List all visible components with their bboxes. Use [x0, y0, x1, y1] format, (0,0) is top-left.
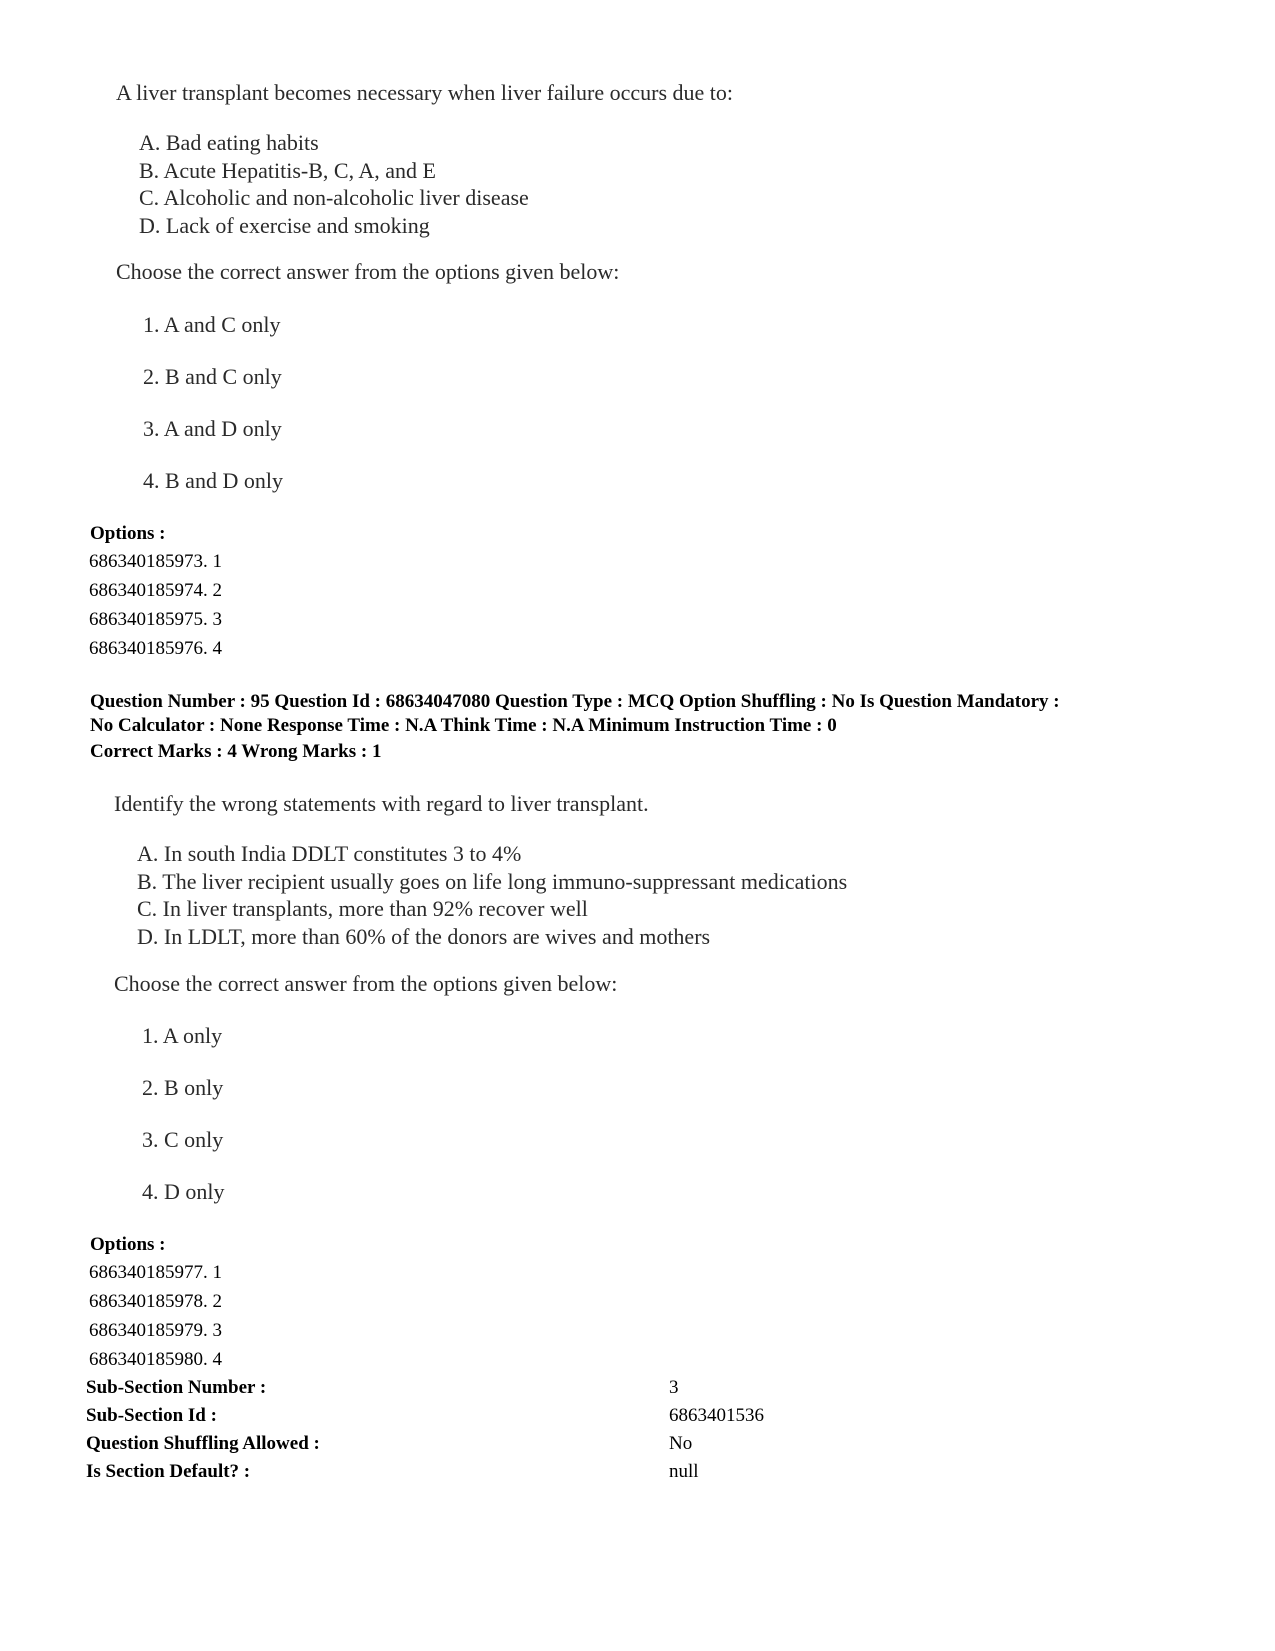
- section-default-label: Is Section Default? :: [86, 1461, 251, 1482]
- q95-choice-1: 1. A only: [142, 1023, 223, 1048]
- q95-options-list: [89, 1258, 222, 1374]
- q94-statement-b: B. Acute Hepatitis-B, C, A, and E: [139, 157, 436, 183]
- subsection-values: [669, 1374, 764, 1486]
- q95-meta-line-2: No Calculator : None Response Time : N.A Think Time : N.A Minimum Instruction Time : 0: [90, 714, 837, 736]
- q95-statements: [137, 840, 847, 950]
- q95-meta: [90, 690, 1060, 737]
- q94-choice-1: 1. A and C only: [143, 312, 281, 337]
- q95-option-2: 686340185978. 2: [89, 1291, 222, 1312]
- q95-statement-a: A. In south India DDLT constitutes 3 to 4%: [137, 841, 522, 866]
- q95-option-1: 686340185977. 1: [89, 1262, 222, 1283]
- q95-statement-b: B. The liver recipient usually goes on life long immuno-suppressant medications: [137, 868, 848, 894]
- q95-prompt: Identify the wrong statements with regard to liver transplant.: [114, 791, 649, 816]
- q94-options-label: Options :: [90, 523, 166, 544]
- question-shuffling-label: Question Shuffling Allowed :: [86, 1433, 320, 1454]
- q95-meta-line-1: Question Number : 95 Question Id : 68634047080 Question Type : MCQ Option Shuffling : No Is Question Mandatory :: [90, 691, 1060, 712]
- subsection-number-label: Sub-Section Number :: [86, 1377, 267, 1398]
- q95-marks: Correct Marks : 4 Wrong Marks : 1: [90, 741, 382, 762]
- q94-choice-4: 4. B and D only: [143, 468, 283, 493]
- q95-option-3: 686340185979. 3: [89, 1320, 222, 1341]
- q95-instruction: Choose the correct answer from the options given below:: [114, 971, 618, 996]
- q94-statement-c: C. Alcoholic and non-alcoholic liver disease: [139, 185, 529, 210]
- q94-statement-a: A. Bad eating habits: [139, 130, 319, 155]
- q94-prompt: A liver transplant becomes necessary when liver failure occurs due to:: [116, 80, 733, 105]
- q94-option-4: 686340185976. 4: [89, 638, 222, 659]
- q94-instruction: Choose the correct answer from the options given below:: [116, 259, 620, 284]
- section-default-value: null: [669, 1461, 699, 1482]
- q94-choice-2: 2. B and C only: [143, 364, 282, 389]
- subsection-id-label: Sub-Section Id :: [86, 1405, 217, 1426]
- subsection-number-value: 3: [669, 1377, 679, 1398]
- q94-option-1: 686340185973. 1: [89, 551, 222, 572]
- subsection-id-value: 6863401536: [669, 1405, 764, 1426]
- q95-option-4: 686340185980. 4: [89, 1349, 222, 1370]
- q94-statement-d: D. Lack of exercise and smoking: [139, 212, 430, 238]
- q94-options-list: [89, 547, 222, 663]
- q94-option-3: 686340185975. 3: [89, 609, 222, 630]
- q95-options-label: Options :: [90, 1234, 166, 1255]
- q95-statement-c: C. In liver transplants, more than 92% recover well: [137, 896, 588, 921]
- q94-statements: [139, 129, 529, 239]
- subsection-labels: [86, 1374, 320, 1486]
- q95-choice-4: 4. D only: [142, 1179, 225, 1204]
- question-shuffling-value: No: [669, 1433, 693, 1454]
- q95-choice-2: 2. B only: [142, 1075, 224, 1100]
- q94-option-2: 686340185974. 2: [89, 580, 222, 601]
- q94-choice-3: 3. A and D only: [143, 416, 282, 441]
- q95-choice-3: 3. C only: [142, 1127, 224, 1152]
- q95-statement-d: D. In LDLT, more than 60% of the donors are wives and mothers: [137, 923, 711, 949]
